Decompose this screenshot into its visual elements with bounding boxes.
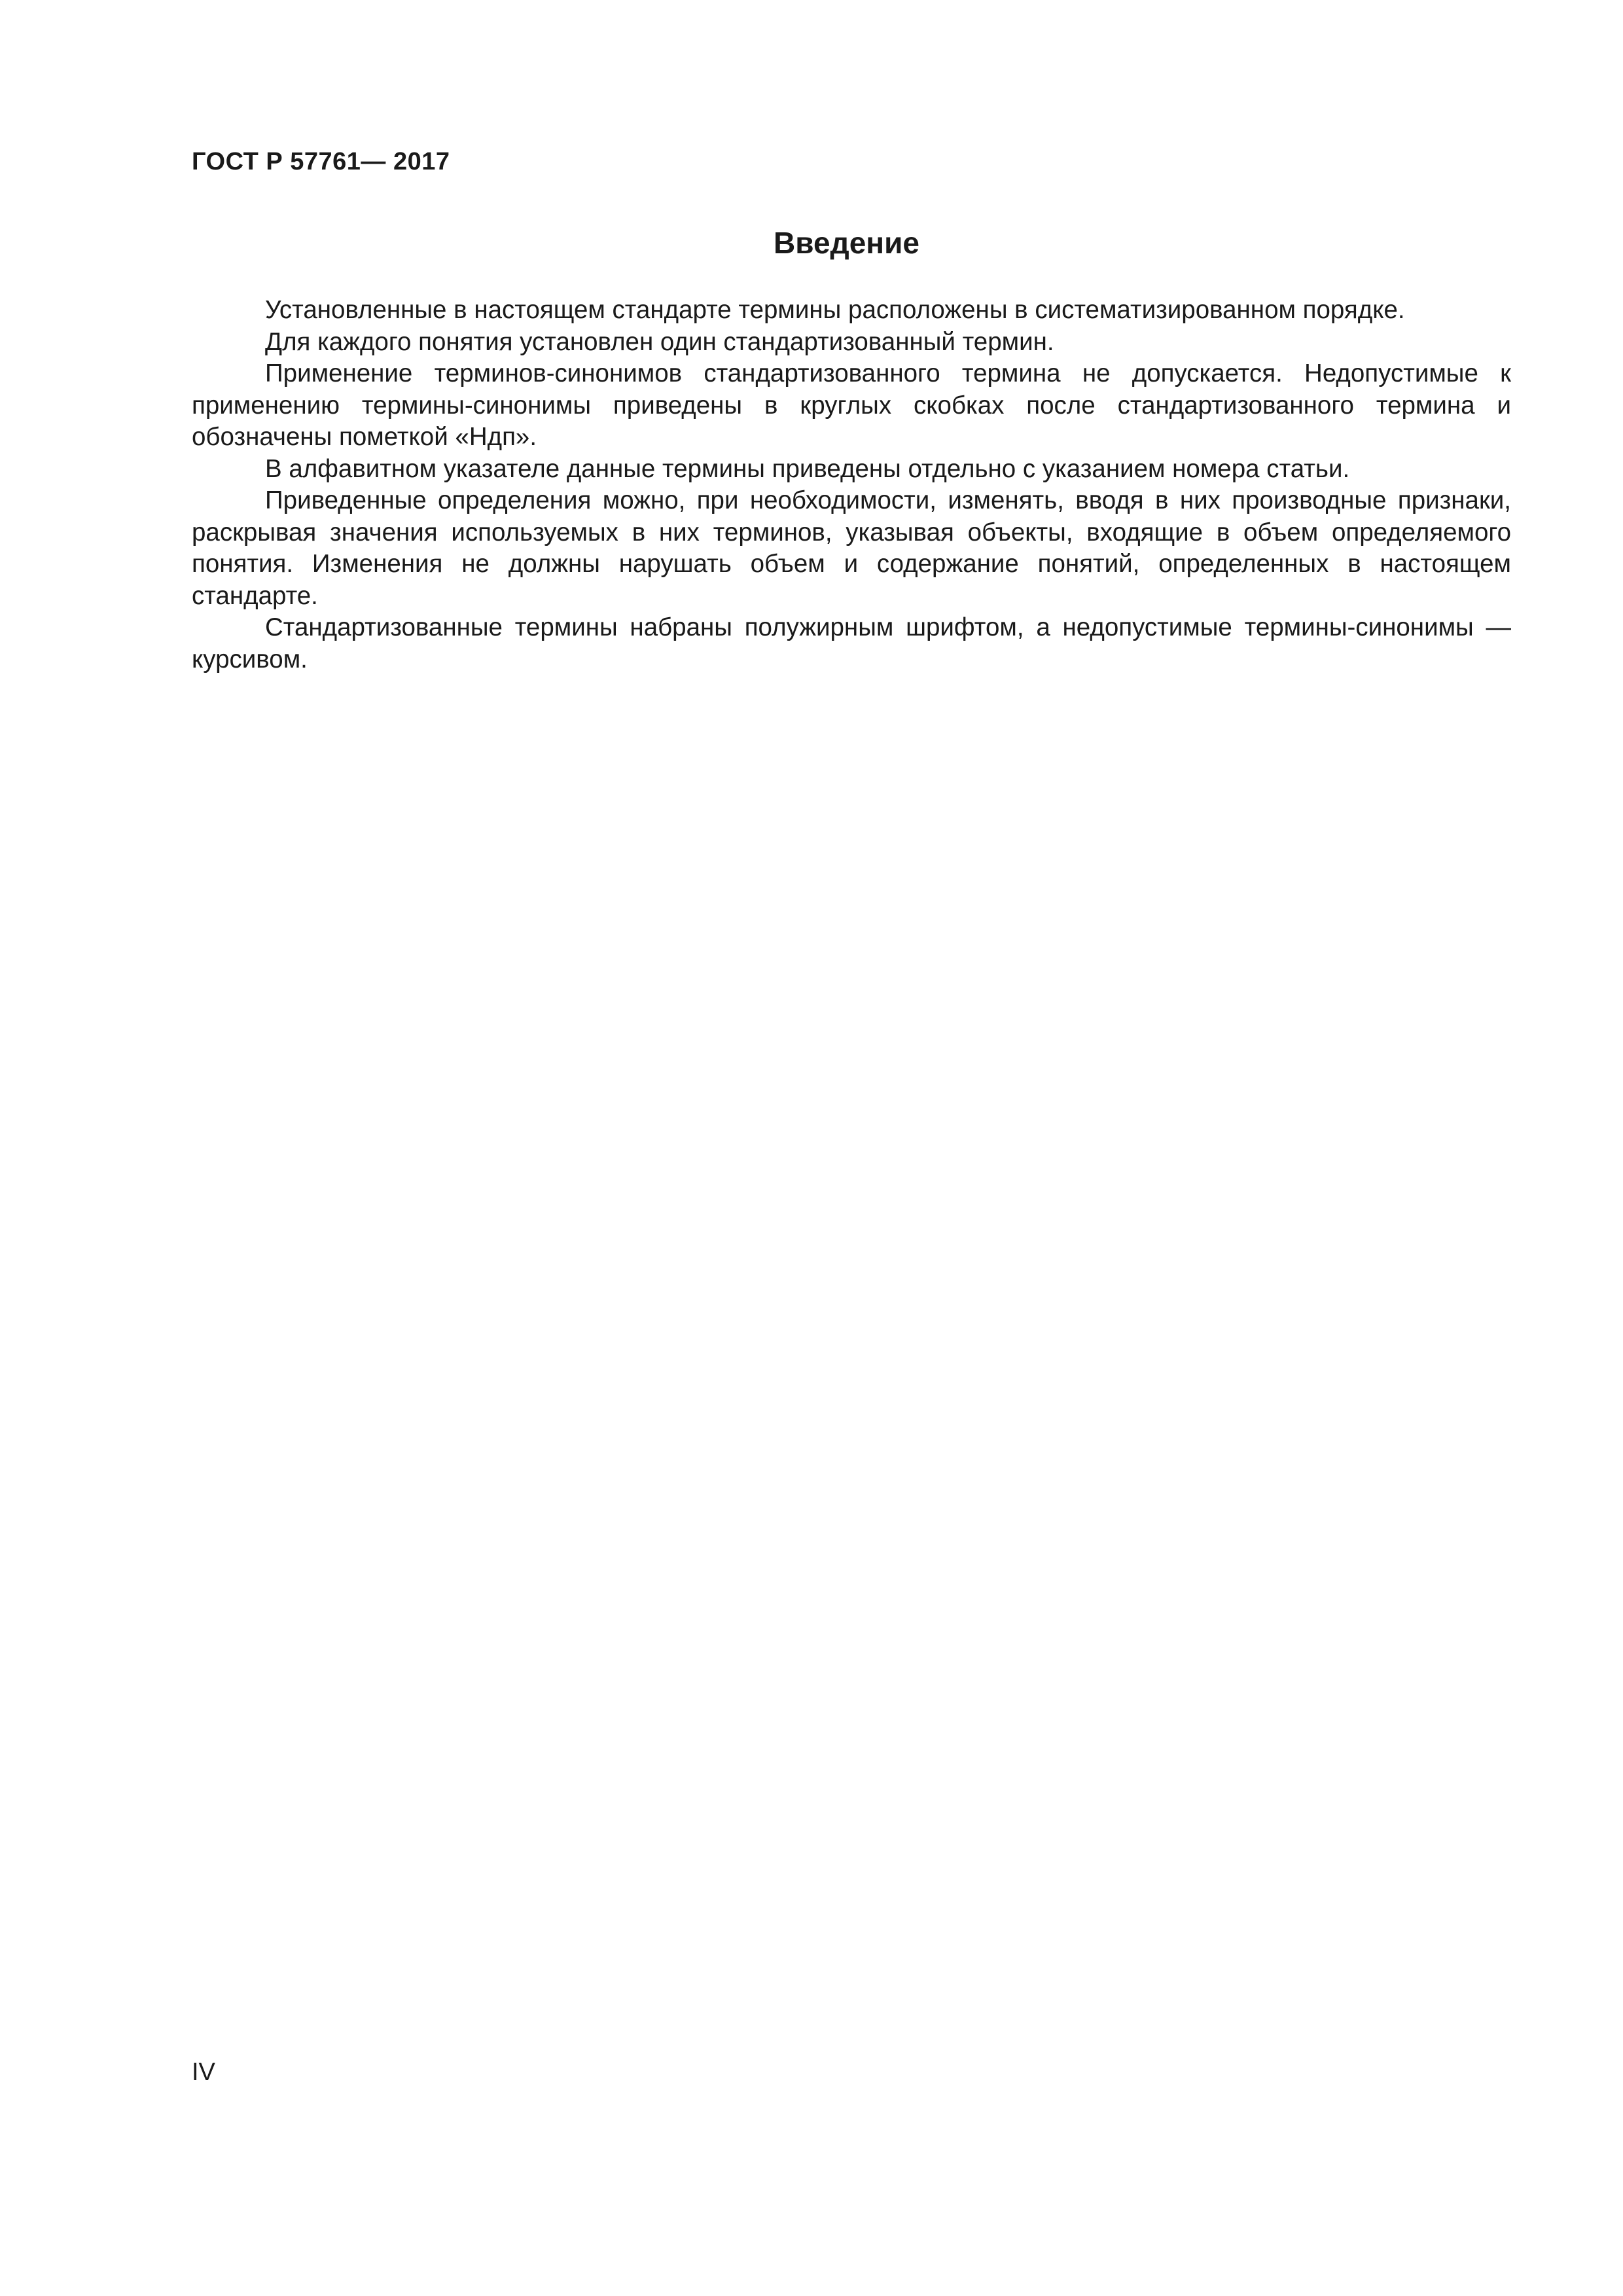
paragraph: Установленные в настоящем стандарте термины расположены в систематизированном порядке. <box>265 296 1405 324</box>
paragraph: Стандартизованные термины набраны полужирным шрифтом, а недопустимые термины-синонимы — курсивом. <box>192 613 1511 673</box>
section-title: Введение <box>774 226 919 260</box>
introduction-body <box>192 295 1511 675</box>
paragraph: Для каждого понятия установлен один стандартизованный термин. <box>265 327 1054 356</box>
page-number: IV <box>192 2058 215 2086</box>
paragraph: В алфавитном указателе данные термины приведены отдельно с указанием номера статьи. <box>265 454 1350 483</box>
document-code: ГОСТ Р 57761— 2017 <box>192 148 450 175</box>
paragraph: Применение терминов-синонимов стандартизованного термина не допускается. Недопустимые к применению термины-синонимы приведены в круглых скобках после стандартизованного термина и обозначены пометкой «Ндп». <box>192 359 1511 451</box>
paragraph: Приведенные определения можно, при необходимости, изменять, вводя в них производные признаки, раскрывая значения используемых в них терминов, указывая объекты, входящие в объем определяемого понятия. Изменения не должны нарушать объем и содержание понятий, определенных в настоящем стандарте. <box>192 486 1511 610</box>
